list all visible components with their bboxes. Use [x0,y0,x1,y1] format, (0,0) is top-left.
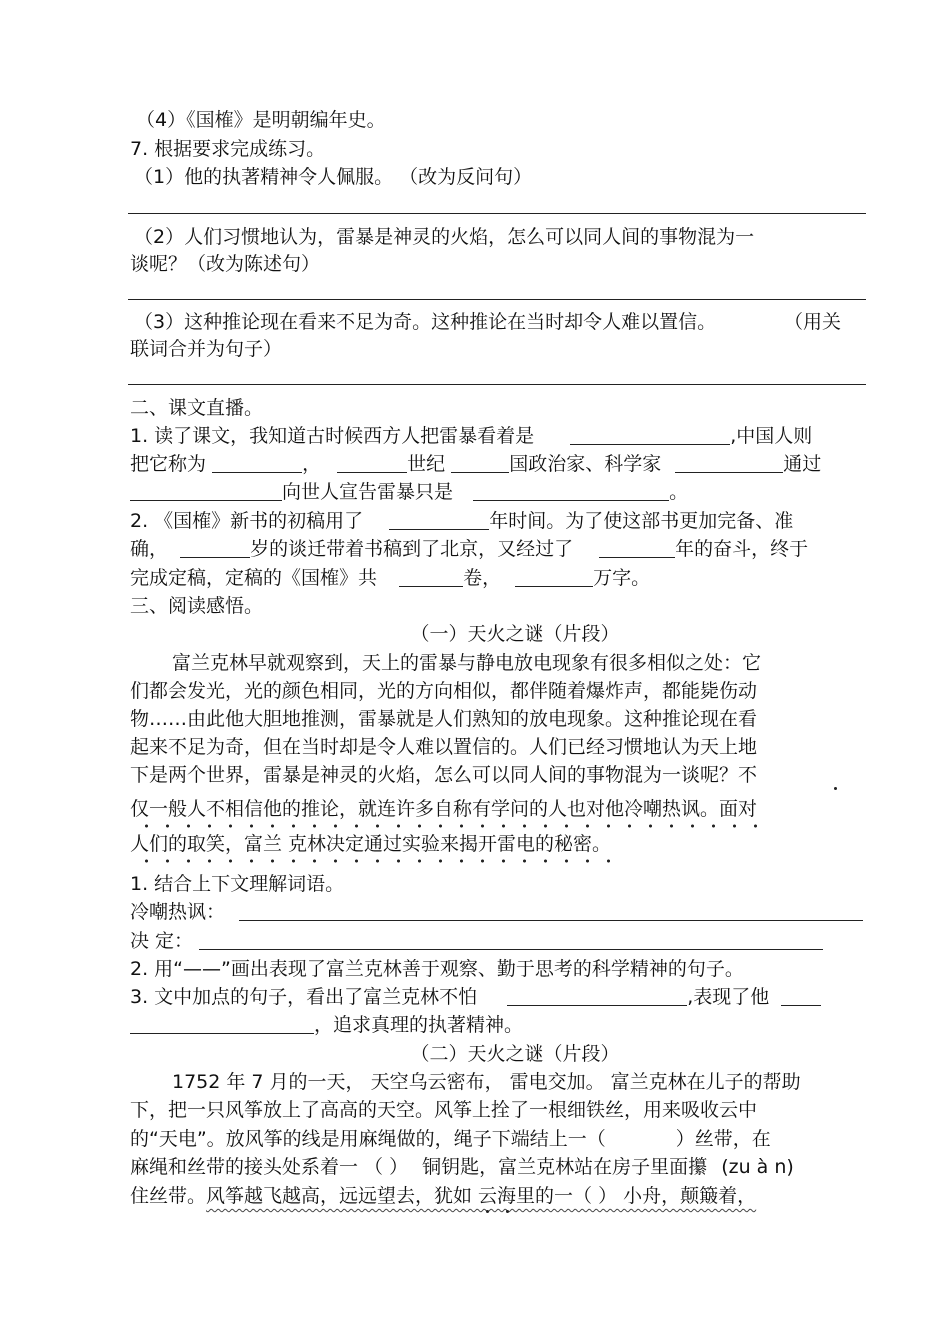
passage-1-line: 起来不足为奇，但在当时却是令人难以置信的。人们已经习惯地认为天上地 [130,736,758,758]
passage-2-line: 下，把一只风筝放上了高高的天空。风筝上拴了一根细铁丝，用来吸收云中 [130,1099,758,1121]
passage-1-dotted-line: 仅一般人不相信他的推论，就连许多自称有学问的人也对他冷嘲热讽。面对 [130,797,757,829]
passage-2-line [130,1184,756,1208]
blank[interactable] [599,537,675,558]
part2-q2-line3 [130,566,650,590]
text: 年时间。为了使这部书更加完备、准 [489,510,794,532]
text: 1. 读了课文，我知道古时候西方人把雷暴看着是 [130,425,535,447]
text: ,表现了他 [687,986,770,1008]
blank[interactable] [515,566,593,587]
text: 卷， [463,567,502,589]
part2-q1-line3 [130,480,688,504]
blank[interactable] [337,452,407,473]
blank[interactable] [199,929,823,950]
emphasis-dot [486,1210,489,1213]
text: 岁的谈迁带着书稿到了北京，又经过了 [250,538,574,560]
text: 国政治家、科学家 [509,453,662,475]
blank[interactable] [570,424,730,445]
blank[interactable] [212,452,302,473]
passage-1-dotted-line: 人们的取笑，富兰 克林决定通过实验来揭开雷电的秘密。 [130,832,611,864]
passage-2-line: 1752 年 7 月的一天， 天空乌云密布， 雷电交加。 富兰克林在儿子的帮助 [172,1071,801,1093]
emphasis-dot [506,1210,509,1213]
text: ）丝带，在 [675,1128,771,1150]
text: ,中国人则 [730,425,813,447]
passage-2-line [130,1127,771,1151]
text: 完成定稿，定稿的《国榷》共 [130,567,378,589]
passage-1-q3-line1 [130,985,821,1009]
item-4: （4）《国榷》是明朝编年史。 [136,109,386,131]
blank[interactable] [781,985,821,1006]
blank[interactable] [473,480,669,501]
passage-1-line: 物……由此他大胆地推测，雷暴就是人们熟知的放电现象。这种推论现在看 [130,708,758,730]
blank[interactable] [389,509,489,530]
text: 冷嘲热讽： [130,901,226,923]
text: ， [302,453,322,475]
blank[interactable] [507,985,687,1006]
wavy-underlined-text: 风筝越飞越高，远远望去，犹如 云海里的一（ ） 小舟，颠簸着， [206,1185,757,1207]
blank[interactable] [239,900,863,921]
section-2-title: 二、课文直播。 [130,397,264,419]
blank[interactable] [130,480,282,501]
part2-q2-line2 [130,537,808,561]
text: 万字。 [593,567,651,589]
passage-1-line: 富兰克林早就观察到，天上的雷暴与静电放电现象有很多相似之处：它 [172,652,762,674]
text: 确， [130,538,169,560]
text: 麻绳和丝带的接头处系着一 （ ） [130,1156,409,1178]
answer-line-7-1[interactable] [128,213,866,214]
text: 通过 [783,453,822,475]
passage-1-q1: 1. 结合上下文理解词语。 [130,873,345,895]
text: ，追求真理的执著精神。 [314,1014,524,1036]
passage-1-line: 们都会发光，光的颜色相同，光的方向相似，都伴随着爆炸声，都能毙伤动 [130,680,758,702]
part2-q1-line2 [130,452,821,476]
text: 。 [669,481,689,503]
text: 的“天电”。放风筝的线是用麻绳做的，绳子下端结上一（ [130,1128,606,1150]
part2-q1-line1 [130,424,812,448]
pinyin: (zu à n) [721,1156,794,1178]
blank[interactable] [180,537,250,558]
blank[interactable] [675,452,783,473]
text: 把它称为 [130,453,207,475]
text: 住丝带。 [130,1185,207,1207]
question-7-3-line2: 联词合并为句子） [130,338,283,360]
question-7-3-line1: （3）这种推论现在看来不足为奇。这种推论在当时却令人难以置信。 [134,311,717,333]
question-7-2-line2: 谈呢？（改为陈述句） [130,253,321,275]
passage-1-q2: 2. 用“——”画出表现了富兰克林善于观察、勤于思考的科学精神的句子。 [130,958,744,980]
blank[interactable] [399,566,463,587]
blank[interactable] [130,1013,314,1034]
passage-1-line: 下是两个世界，雷暴是神灵的火焰，怎么可以同人间的事物混为一谈呢？不 [130,764,758,786]
emphasis-dot [834,787,837,790]
answer-line-7-3[interactable] [128,384,866,385]
text: 2. 《国榷》新书的初稿用了 [130,510,364,532]
part2-q2-line1 [130,509,793,533]
text: 年的奋斗，终于 [675,538,809,560]
answer-line-7-2[interactable] [128,299,866,300]
passage-1-title: （一）天火之谜（片段） [410,623,620,645]
passage-1-q1-a [130,900,863,924]
text: 铜钥匙，富兰克林站在房子里面攥 [422,1156,708,1178]
passage-1-q1-b [130,929,823,953]
question-7-1: （1）他的执著精神令人佩服。 （改为反问句） [134,166,533,188]
text: 3. 文中加点的句子，看出了富兰克林不怕 [130,986,478,1008]
section-3-title: 三、阅读感悟。 [130,595,264,617]
passage-2-title: （二）天火之谜（片段） [410,1043,620,1065]
text: 世纪 [407,453,446,475]
blank[interactable] [451,452,509,473]
text: 向世人宣告雷暴只是 [282,481,454,503]
passage-2-line [130,1155,794,1179]
question-7-2-line1: （2）人们习惯地认为，雷暴是神灵的火焰，怎么可以同人间的事物混为一 [134,226,755,248]
question-7-title: 7. 根据要求完成练习。 [130,138,326,160]
question-7-3-line1-tail: （用关 [784,311,842,333]
text: 决 定： [130,930,194,952]
passage-1-q3-line2 [130,1013,523,1037]
